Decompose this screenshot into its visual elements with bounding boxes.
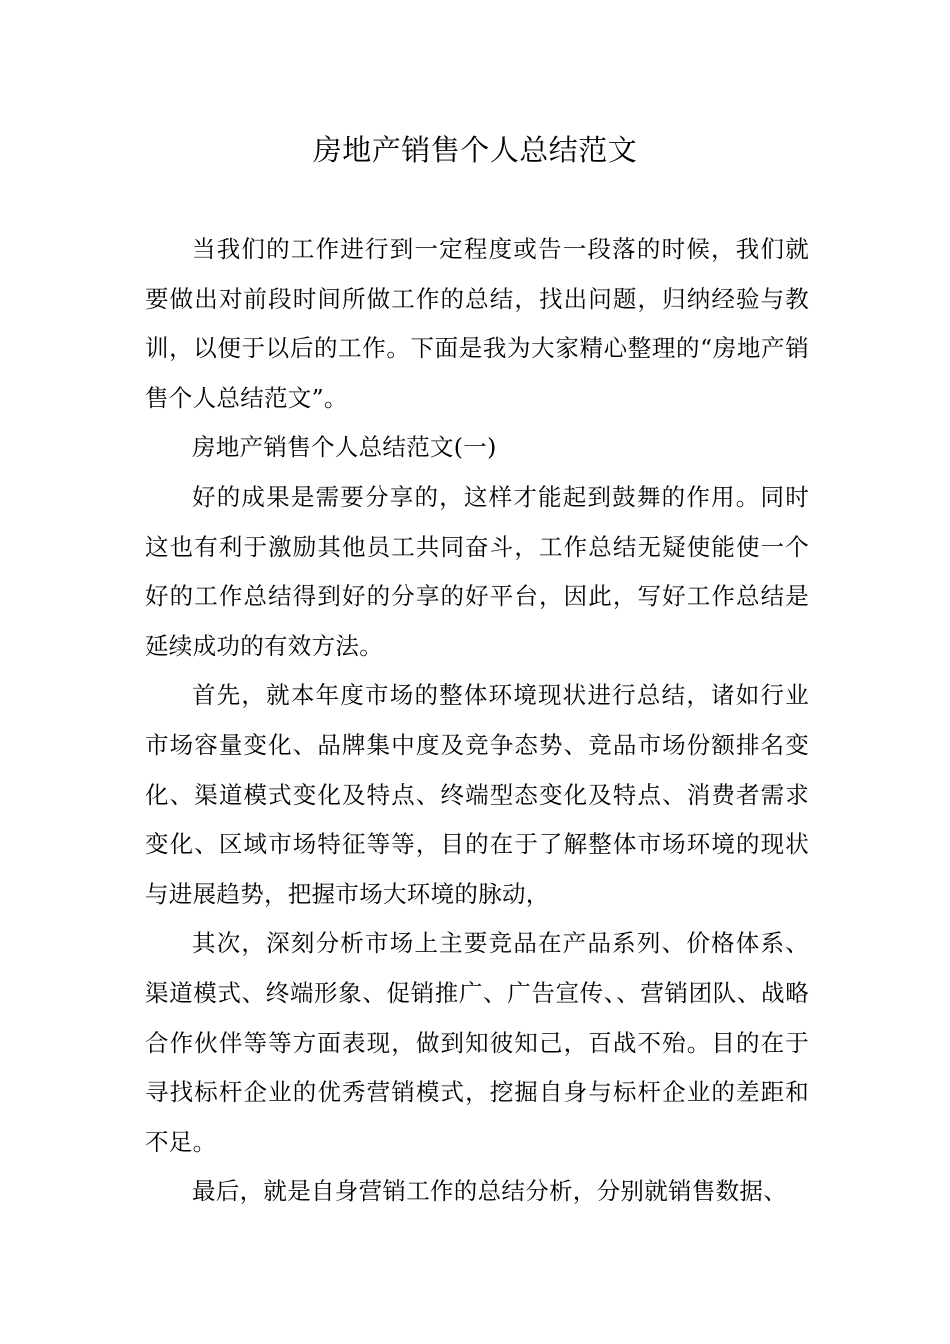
document-title: 房地产销售个人总结范文 (312, 133, 638, 167)
section-heading: 房地产销售个人总结范文(一) (192, 433, 497, 462)
paragraph-first: 首先，就本年度市场的整体环境现状进行总结，诸如行业市场容量变化、品牌集中度及竞争态势、竞品市场份额排名变化、渠道模式变化及特点、终端型态变化及特点、消费者需求变化、区域市场特征等等，目的在于了解整体市场环境的现状与进展趋势，把握市场大环境的脉动， (145, 681, 809, 908)
paragraph-last: 最后，就是自身营销工作的总结分析，分别就销售数据、 (192, 1177, 787, 1206)
paragraph-sharing: 好的成果是需要分享的，这样才能起到鼓舞的作用。同时这也有利于激励其他员工共同奋斗，工作总结无疑使能使一个好的工作总结得到好的分享的好平台，因此，写好工作总结是延续成功的有效方法。 (145, 482, 809, 660)
paragraph-second: 其次，深刻分析市场上主要竞品在产品系列、价格体系、渠道模式、终端形象、促销推广、广告宣传、、营销团队、战略合作伙伴等等方面表现，做到知彼知己，百战不殆。目的在于寻找标杆企业的优秀营销模式，挖掘自身与标杆企业的差距和不足。 (145, 929, 809, 1156)
paragraph-intro: 当我们的工作进行到一定程度或告一段落的时候，我们就要做出对前段时间所做工作的总结，找出问题，归纳经验与教训，以便于以后的工作。下面是我为大家精心整理的“房地产销售个人总结范文”。 (145, 235, 809, 412)
document-body (145, 225, 809, 1217)
